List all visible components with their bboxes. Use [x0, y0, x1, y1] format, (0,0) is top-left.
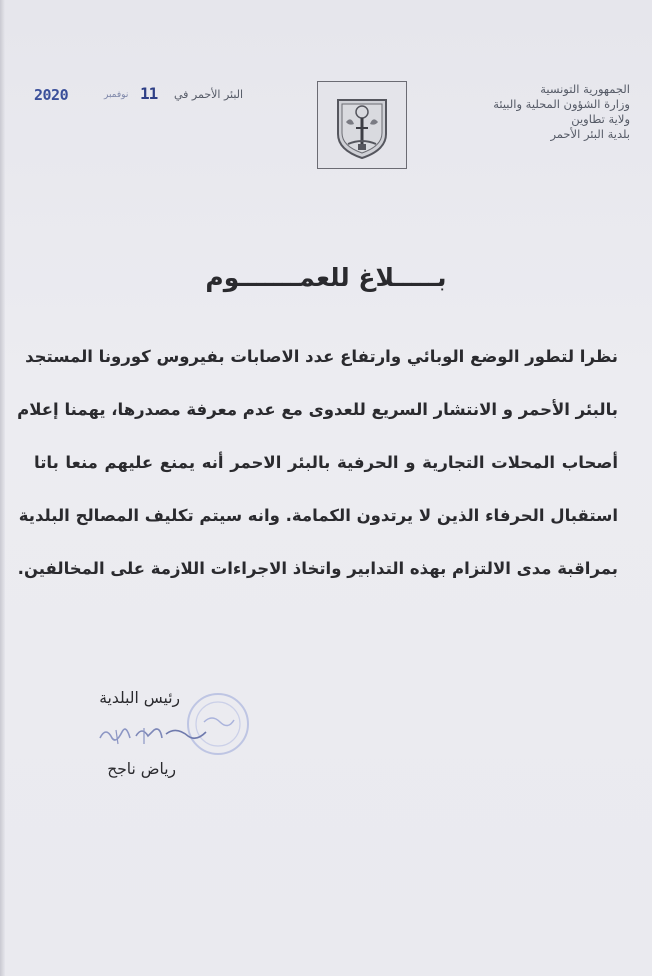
- header-municipality: بلدية البئر الأحمر: [550, 127, 630, 141]
- body-line: بمراقبة مدى الالتزام بهذه التدابير واتخاذ الاجراءات اللازمة على المخالفين.: [17, 559, 618, 578]
- header-ministry: وزارة الشؤون المحلية والبيئة: [493, 97, 630, 111]
- body-line: استقبال الحرفاء الذين لا يرتدون الكمامة. وانه سيتم تكليف المصالح البلدية: [18, 506, 618, 525]
- municipality-emblem: [317, 81, 407, 169]
- signatory-title: رئيس البلدية: [99, 689, 180, 707]
- notice-body: [17, 340, 618, 605]
- date-place: البئر الأحمر في: [174, 88, 244, 101]
- signatory-name: رياض ناجح: [107, 760, 176, 778]
- date-stamp: [34, 84, 244, 106]
- date-day: 11: [140, 84, 158, 103]
- body-line: أصحاب المحلات التجارية و الحرفية بالبئر الاحمر أنه يمنع عليهم منعا باتا: [34, 453, 618, 472]
- notice-title: بـــــلاغ للعمـــــــوم: [205, 263, 447, 292]
- header-republic: الجمهورية التونسية: [540, 82, 630, 96]
- header-governorate: ولاية تطاوين: [571, 112, 630, 126]
- body-line: بالبئر الأحمر و الانتشار السريع للعدوى مع عدم معرفة مصدرها، يهمنا إعلام: [17, 400, 618, 419]
- page-shadow-edge: [0, 0, 5, 976]
- date-month: نوفمبر: [104, 90, 129, 100]
- body-line: نظرا لتطور الوضع الوبائي وارتفاع عدد الاصابات بفيروس كورونا المستجد: [25, 347, 618, 366]
- emblem-icon: [318, 82, 406, 168]
- date-year: 2020: [34, 86, 69, 104]
- header-institution-block: [430, 82, 630, 142]
